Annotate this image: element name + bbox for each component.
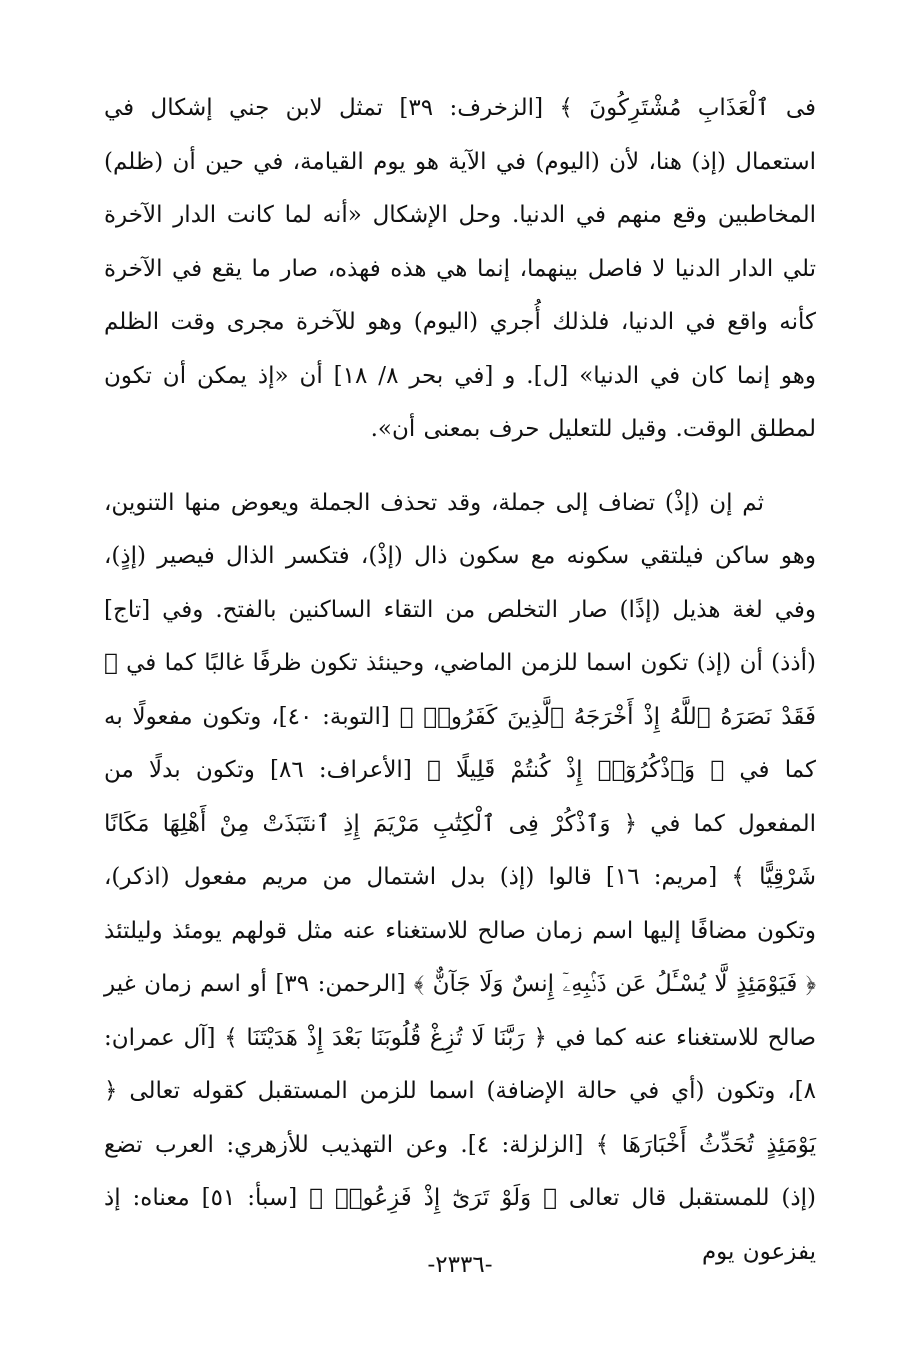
paragraph-1: فى ٱلْعَذَابِ مُشْتَرِكُونَ ﴾ [الزخرف: ٣٩] تمثل لابن جني إشكال في استعمال (إذ) هنا، لأن (اليوم) في الآية هو يوم القيامة، في حين أن (ظلم) المخاطبين وقع منهم في الدنيا. وحل الإشكال «أنه لما كانت الدار الآخرة تلي الدار الدنيا لا فاصل بينهما، إنما هي هذه فهذه، صار ما يقع في الآخرة كأنه واقع في الدنيا، فلذلك أُجري (اليوم) وهو للآخرة مجرى وقت الظلم وهو إنما كان في الدنيا» [ل]. و [في بحر ٨/ ١٨] أن «إذ يمكن أن تكون لمطلق الوقت. وقيل للتعليل حرف بمعنى أن».	[104, 95, 817, 442]
page-number: -٢٣٣٦-	[427, 1252, 493, 1278]
paragraph-2: ثم إن (إذْ) تضاف إلى جملة، وقد تحذف الجملة ويعوض منها التنوين، وهو ساكن فيلتقي سكونه مع سكون ذال (إذْ)، فتكسر الذال فيصير (إذٍ)، وفي لغة هذيل (إذًا) صار التخلص من التقاء الساكنين بالفتح. وفي [تاج] (أذذ) أن (إذ) تكون اسما للزمن الماضي، وحينئذ تكون ظرفًا غالبًا كما في ﴿ فَقَدْ نَصَرَهُ ٱللَّهُ إِذْ أَخْرَجَهُ ٱلَّذِينَ كَفَرُوا۟ ﴾ [التوبة: ٤٠]، وتكون مفعولًا به كما في ﴿ وَٱذْكُرُوٓا۟ إِذْ كُنتُمْ قَلِيلًا ﴾ [الأعراف: ٨٦] وتكون بدلًا من المفعول كما في ﴿ وَٱذْكُرْ فِى ٱلْكِتَٰبِ مَرْيَمَ إِذِ ٱنتَبَذَتْ مِنْ أَهْلِهَا مَكَانًا شَرْقِيًّا ﴾ [مريم: ١٦] قالوا (إذ) بدل اشتمال من مريم مفعول (اذكر)، وتكون مضافًا إليها اسم زمان صالح للاستغناء عنه مثل قولهم يومئذ وليلتئذ ﴿ فَيَوْمَئِذٍ لَّا يُسْـَٔلُ عَن ذَنۢبِهِۦٓ إِنسٌ وَلَا جَآنٌّ ﴾ [الرحمن: ٣٩] أو اسم زمان غير صالح للاستغناء عنه كما في ﴿ رَبَّنَا لَا تُزِغْ قُلُوبَنَا بَعْدَ إِذْ هَدَيْتَنَا ﴾ [آل عمران: ٨]، وتكون (أي في حالة الإضافة) اسما للزمن المستقبل كقوله تعالى ﴿ يَوْمَئِذٍ تُحَدِّثُ أَخْبَارَهَا ﴾ [الزلزلة: ٤]. وعن التهذيب للأزهري: العرب تضع (إذ) للمستقبل قال تعالى ﴿ وَلَوْ تَرَىٰٓ إِذْ فَزِعُوا۟ ﴾ [سبأ: ٥١] معناه: إذ يفزعون يوم	[104, 489, 817, 1265]
